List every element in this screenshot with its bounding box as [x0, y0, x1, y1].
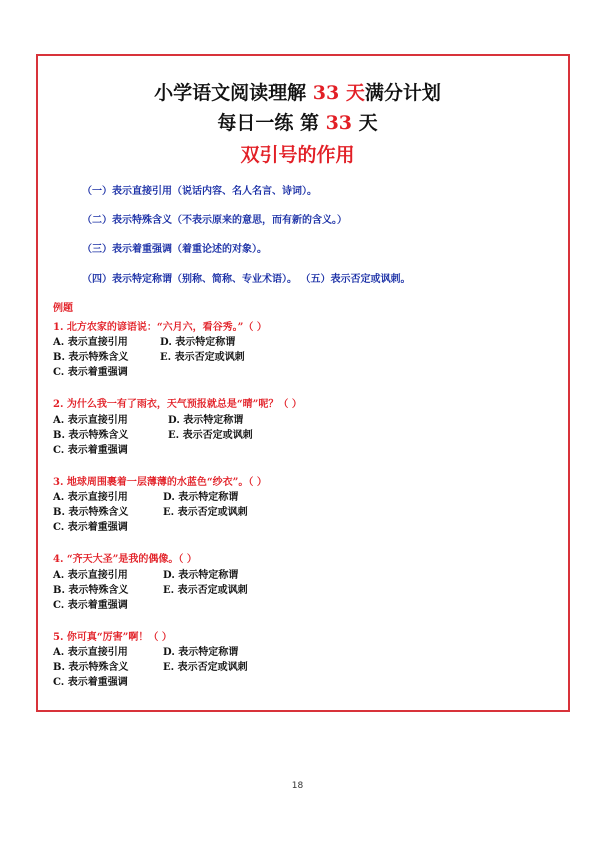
question-5: 5. 你可真“厉害”啊！（ ）: [53, 632, 172, 643]
q2-option-a: A. 表示直接引用: [53, 415, 128, 426]
rule-4-5: （四）表示特定称谓（别称、简称、专业术语）。 （五）表示否定或讽刺。: [82, 274, 411, 285]
q2-option-b: B. 表示特殊含义: [53, 430, 129, 441]
q3-option-c: C. 表示着重强调: [53, 522, 128, 533]
question-4: 4. “齐天大圣”是我的偶像。（ ）: [53, 554, 197, 565]
rule-3: （三）表示着重强调（着重论述的对象）。: [82, 244, 267, 255]
q1-option-a: A. 表示直接引用: [53, 337, 128, 348]
q4-option-a: A. 表示直接引用: [53, 570, 128, 581]
title-text-a: 小学语文阅读理解: [154, 82, 307, 104]
q3-option-a: A. 表示直接引用: [53, 492, 128, 503]
question-1: 1. 北方农家的谚语说：“六月六，看谷秀。”（ ）: [53, 322, 267, 333]
question-3: 3. 地球周围裹着一层薄薄的水蓝色“纱衣”。（ ）: [53, 477, 267, 488]
title-line-2: [0, 108, 595, 135]
question-2: 2. 为什么我一有了雨衣，天气预报就总是“晴”呢？（ ）: [53, 399, 302, 410]
q3-option-e: E. 表示否定或讽刺: [163, 507, 248, 518]
q1-option-e: E. 表示否定或讽刺: [160, 352, 245, 363]
title-days-count: 33 天: [312, 82, 365, 104]
q5-option-e: E. 表示否定或讽刺: [163, 662, 248, 673]
q5-option-b: B. 表示特殊含义: [53, 662, 129, 673]
q1-option-c: C. 表示着重强调: [53, 367, 128, 378]
day-number: 33: [325, 112, 353, 134]
q1-option-d: D. 表示特定称谓: [160, 337, 236, 348]
q4-option-e: E. 表示否定或讽刺: [163, 585, 248, 596]
title-text-b: 满分计划: [364, 82, 441, 104]
q1-option-b: B. 表示特殊含义: [53, 352, 129, 363]
example-label: 例题: [53, 303, 73, 314]
q4-option-c: C. 表示着重强调: [53, 600, 128, 611]
title-line-1: [0, 78, 595, 105]
q4-option-d: D. 表示特定称谓: [163, 570, 239, 581]
q3-option-d: D. 表示特定称谓: [163, 492, 239, 503]
q4-option-b: B. 表示特殊含义: [53, 585, 129, 596]
q5-option-d: D. 表示特定称谓: [163, 647, 239, 658]
q2-option-c: C. 表示着重强调: [53, 445, 128, 456]
subtitle: 双引号的作用: [240, 144, 355, 166]
q2-option-e: E. 表示否定或讽刺: [168, 430, 253, 441]
q5-option-a: A. 表示直接引用: [53, 647, 128, 658]
page-number: 18: [291, 781, 304, 791]
q2-option-d: D. 表示特定称谓: [168, 415, 244, 426]
day-suffix: 天: [358, 112, 378, 134]
q3-option-b: B. 表示特殊含义: [53, 507, 129, 518]
daily-practice-text: 每日一练 第: [217, 112, 319, 134]
rule-2: （二）表示特殊含义（不表示原来的意思，而有新的含义。）: [82, 215, 347, 226]
rule-1: （一）表示直接引用（说话内容、名人名言、诗词）。: [82, 186, 317, 197]
q5-option-c: C. 表示着重强调: [53, 677, 128, 688]
